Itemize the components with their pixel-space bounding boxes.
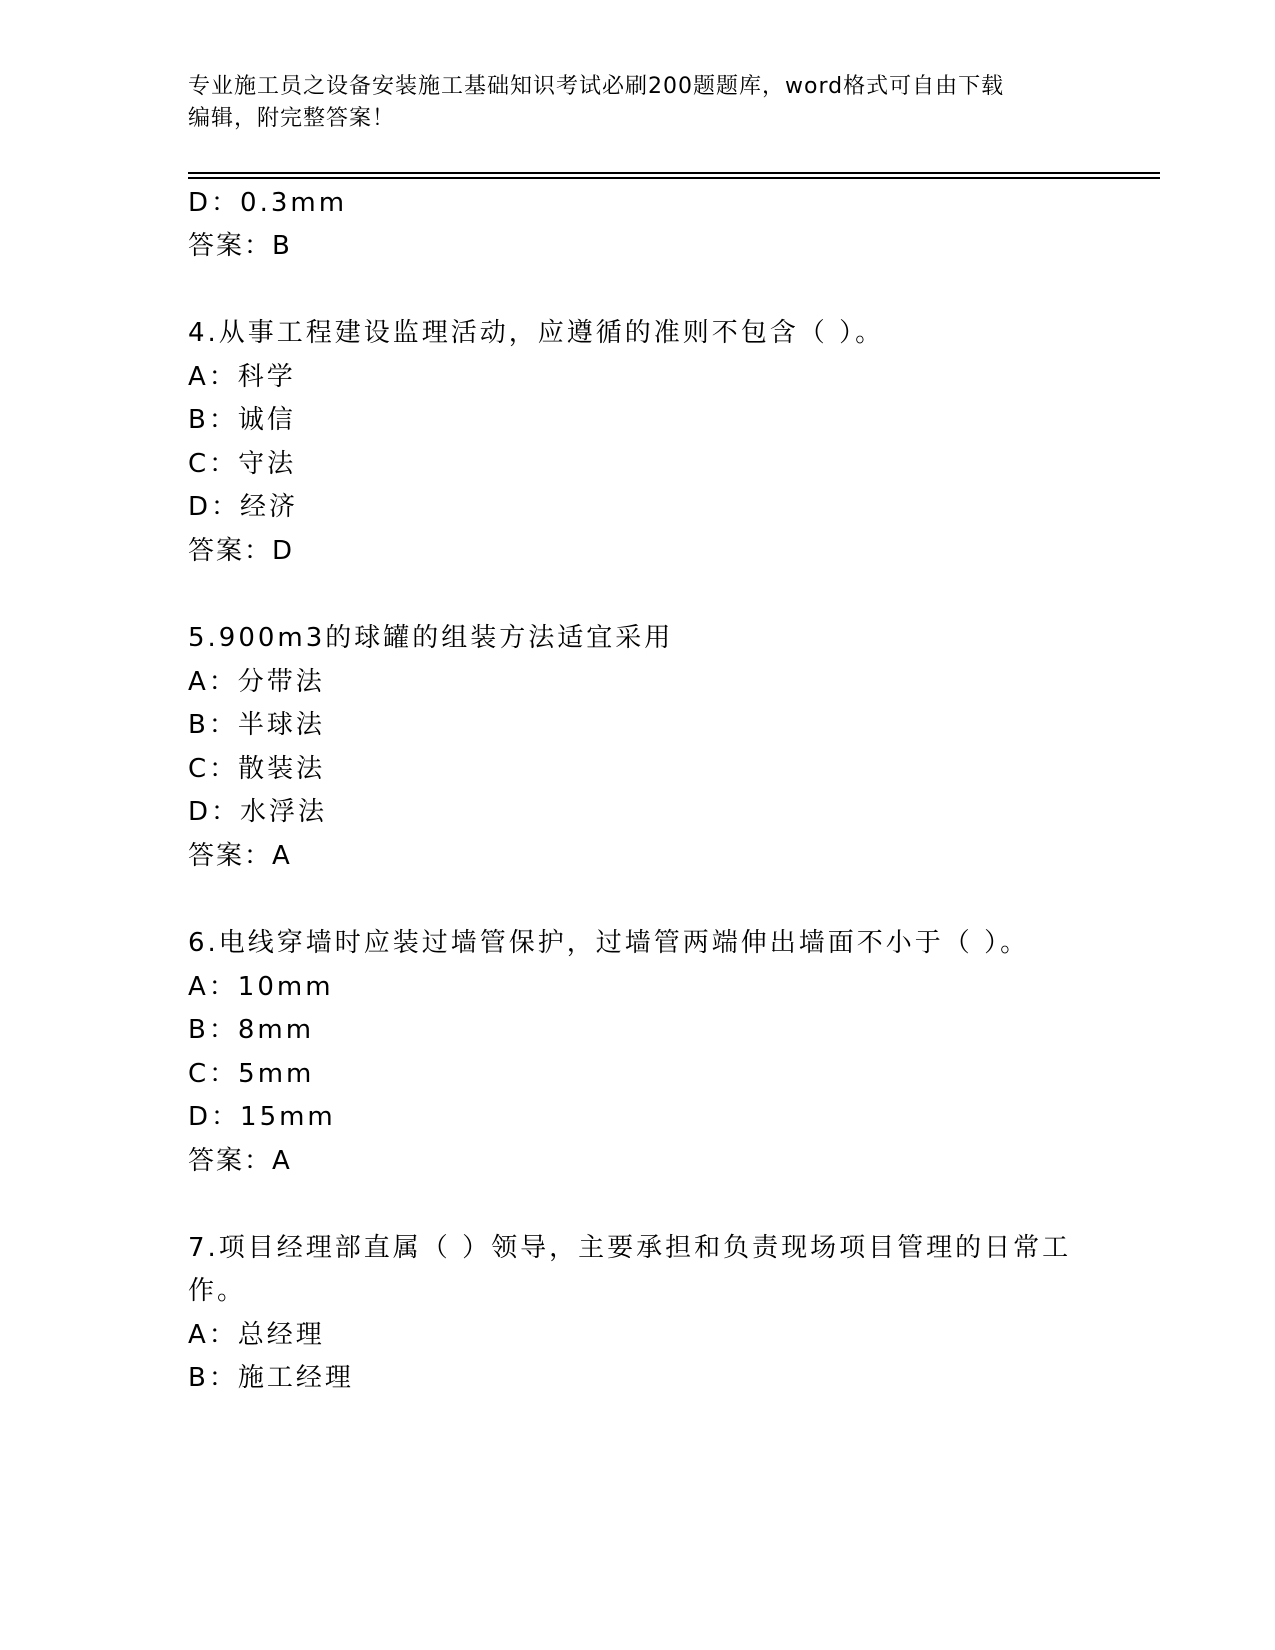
question-7-stem-line-2: 作。 bbox=[188, 1276, 247, 1306]
question-7-option-a: A：总经理 bbox=[188, 1320, 325, 1350]
question-6-option-c: C：5mm bbox=[188, 1059, 315, 1089]
prev-answer: 答案：B bbox=[188, 231, 292, 261]
question-6-stem: 6.电线穿墙时应装过墙管保护，过墙管两端伸出墙面不小于（ ）。 bbox=[188, 928, 1030, 958]
question-5-option-d: D：水浮法 bbox=[188, 797, 328, 827]
header-title-line-1: 专业施工员之设备安装施工基础知识考试必刷200题题库，word格式可自由下载 bbox=[188, 74, 1005, 99]
question-4-answer: 答案：D bbox=[188, 536, 295, 566]
question-4-stem: 4.从事工程建设监理活动，应遵循的准则不包含（ ）。 bbox=[188, 318, 885, 348]
question-4-option-b: B：诚信 bbox=[188, 405, 296, 435]
question-6-option-d: D：15mm bbox=[188, 1102, 336, 1132]
header-rule-top bbox=[188, 172, 1160, 174]
question-6-answer: 答案：A bbox=[188, 1146, 292, 1176]
question-7-option-b: B：施工经理 bbox=[188, 1363, 354, 1393]
question-6-option-b: B：8mm bbox=[188, 1015, 315, 1045]
header-title-line-2: 编辑，附完整答案！ bbox=[188, 106, 396, 131]
question-7-stem-line-1: 7.项目经理部直属（ ）领导，主要承担和负责现场项目管理的日常工 bbox=[188, 1233, 1072, 1263]
question-5-option-a: A：分带法 bbox=[188, 667, 325, 697]
question-5-answer: 答案：A bbox=[188, 841, 292, 871]
question-5-stem: 5.900m3的球罐的组装方法适宜采用 bbox=[188, 623, 674, 653]
question-4-option-c: C：守法 bbox=[188, 449, 297, 479]
question-5-option-c: C：散装法 bbox=[188, 754, 326, 784]
question-6-option-a: A：10mm bbox=[188, 972, 334, 1002]
question-5-option-b: B：半球法 bbox=[188, 710, 325, 740]
header-rule-bottom bbox=[188, 177, 1160, 179]
prev-option-d: D：0.3mm bbox=[188, 188, 348, 218]
question-4-option-d: D：经济 bbox=[188, 492, 299, 522]
question-4-option-a: A：科学 bbox=[188, 362, 296, 392]
